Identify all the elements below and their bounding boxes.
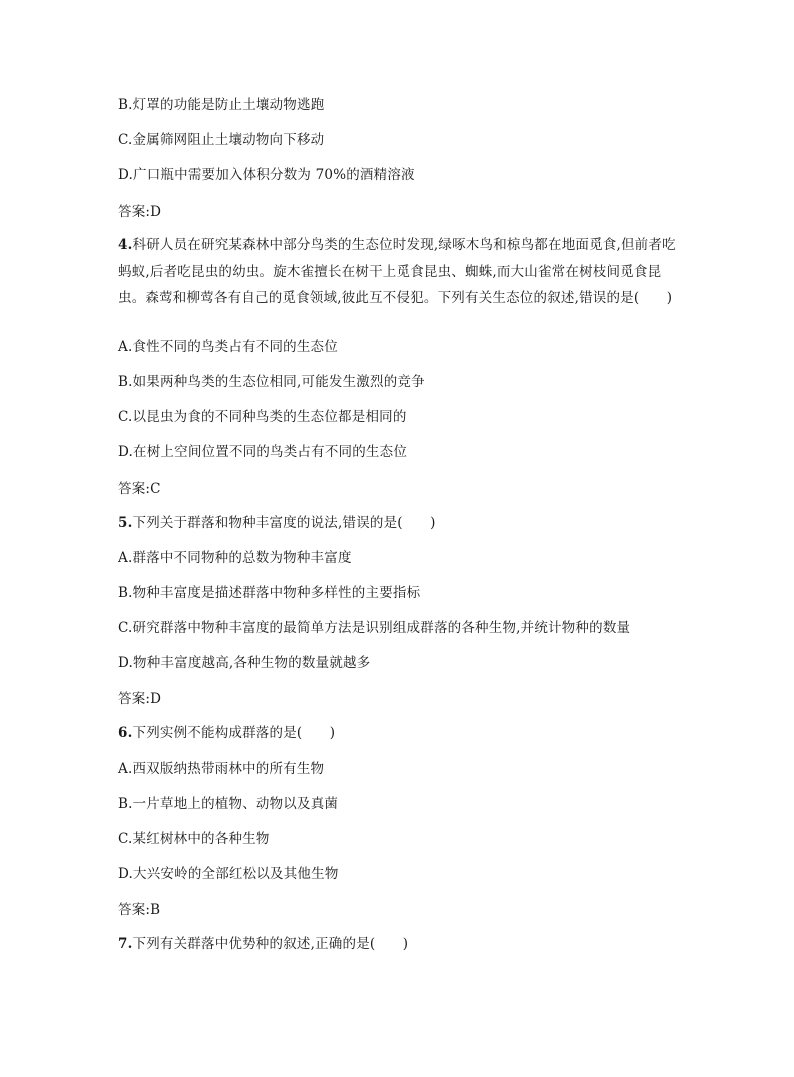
q6-option-a: A.西双版纳热带雨林中的所有生物 — [118, 761, 325, 777]
q3-option-c: C.金属筛网阻止土壤动物向下移动 — [118, 132, 325, 148]
q4-option-a: A.食性不同的鸟类占有不同的生态位 — [118, 339, 338, 355]
q6-option-c: C.某红树林中的各种生物 — [118, 831, 270, 847]
q4-stem — [118, 232, 678, 312]
q6-number: 6. — [118, 725, 133, 741]
q5-option-d: D.物种丰富度越高,各种生物的数量就越多 — [118, 655, 371, 671]
q5-option-c: C.研究群落中物种丰富度的最简单方法是识别组成群落的各种生物,并统计物种的数量 — [118, 620, 631, 636]
q5-stem-text: 下列关于群落和物种丰富度的说法,错误的是( ) — [132, 515, 436, 531]
q4-option-c: C.以昆虫为食的不同种鸟类的生态位都是相同的 — [118, 409, 407, 425]
q4-stem-text: 科研人员在研究某森林中部分鸟类的生态位时发现,绿啄木鸟和椋鸟都在地面觅食,但前者吃蚂蚁,后者吃昆虫的幼虫。旋木雀擅长在树干上觅食昆虫、蜘蛛,而大山雀常在树枝间觅食昆虫。森莺和柳莺各有自己的觅食领域,彼此互不侵犯。下列有关生态位的叙述,错误的是( ) — [118, 237, 676, 306]
q5-number: 5. — [118, 515, 133, 531]
q7-stem-text: 下列有关群落中优势种的叙述,正确的是( ) — [132, 936, 409, 952]
q3-option-b: B.灯罩的功能是防止土壤动物逃跑 — [118, 97, 325, 113]
q5-option-b: B.物种丰富度是描述群落中物种多样性的主要指标 — [118, 585, 421, 601]
q6-option-d: D.大兴安岭的全部红松以及其他生物 — [118, 866, 339, 882]
q5-stem — [118, 514, 678, 532]
q5-option-a: A.群落中不同物种的总数为物种丰富度 — [118, 550, 352, 566]
q4-option-d: D.在树上空间位置不同的鸟类占有不同的生态位 — [118, 444, 408, 460]
q6-stem — [118, 724, 678, 742]
q5-answer: 答案:D — [118, 691, 162, 707]
q6-stem-text: 下列实例不能构成群落的是( ) — [132, 725, 336, 741]
q4-answer: 答案:C — [118, 481, 161, 497]
q3-option-d: D.广口瓶中需要加入体积分数为 70%的酒精溶液 — [118, 167, 415, 183]
q6-option-b: B.一片草地上的植物、动物以及真菌 — [118, 796, 339, 812]
q4-option-b: B.如果两种鸟类的生态位相同,可能发生激烈的竞争 — [118, 374, 425, 390]
q4-number: 4. — [118, 237, 133, 253]
q7-stem — [118, 935, 678, 953]
q3-answer: 答案:D — [118, 204, 162, 220]
q7-number: 7. — [118, 936, 133, 952]
q6-answer: 答案:B — [118, 902, 161, 918]
